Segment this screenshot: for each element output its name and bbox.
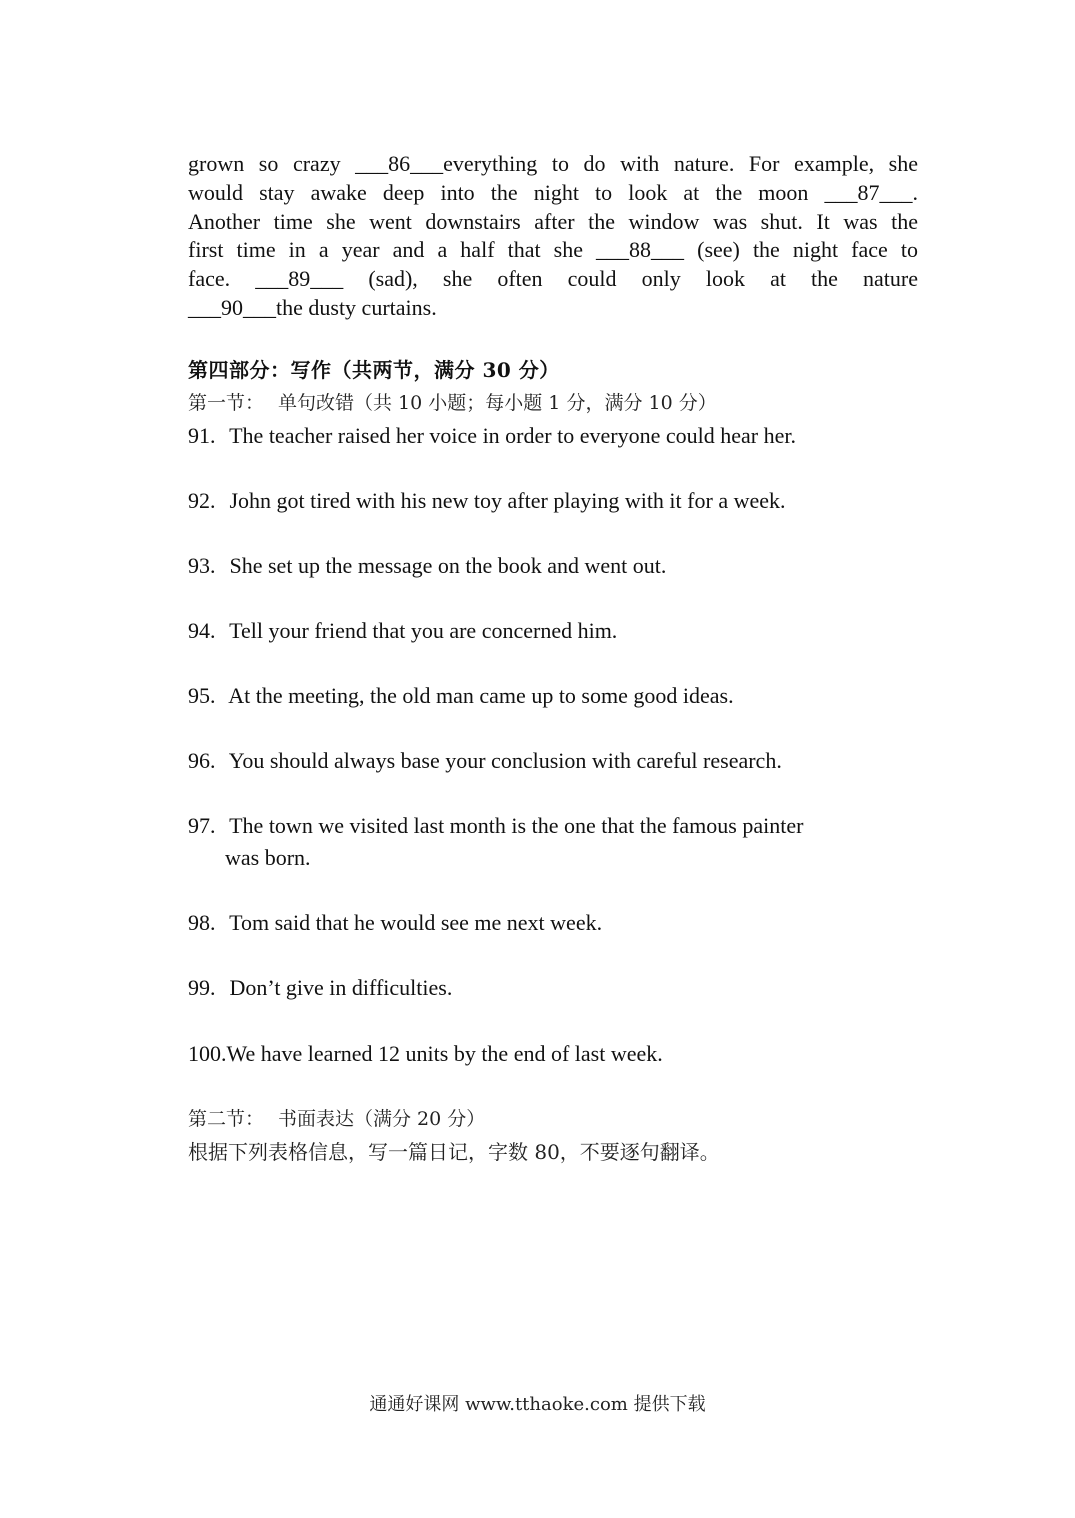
question-text: Tom said that he would see me next week.: [229, 910, 603, 935]
question-item: [188, 550, 908, 582]
question-number: 92.: [188, 488, 216, 513]
passage-line: would stay awake deep into the night to look at the moon ___87___.: [188, 179, 918, 205]
passage-line: Another time she went downstairs after the window was shut. It was the: [188, 208, 918, 234]
question-text: The town we visited last month is the one that the famous painter: [229, 813, 804, 838]
question-number: 93.: [188, 553, 216, 578]
question-number: 95.: [188, 683, 216, 708]
section-one-label: [188, 388, 717, 415]
question-number: 98.: [188, 910, 216, 935]
question-item: [188, 680, 908, 712]
page-footer: 通通好课网 www.tthaoke.com 提供下载: [369, 1394, 706, 1415]
question-text: Tell your friend that you are concerned him.: [229, 618, 618, 643]
passage-line: first time in a year and a half that she ___88___ (see) the night face to: [188, 237, 918, 263]
question-text: She set up the message on the book and went out.: [229, 553, 667, 578]
question-text: You should always base your conclusion with careful research.: [228, 748, 782, 773]
section-two-title: 书面表达（满分 20 分）: [278, 1108, 486, 1130]
passage-line: grown so crazy ___86___everything to do with nature. For example, she: [188, 151, 918, 176]
passage-line: ___90___the dusty curtains.: [188, 294, 437, 320]
question-item: [188, 615, 908, 647]
question-text: At the meeting, the old man came up to some good ideas.: [228, 683, 734, 708]
section-two-number: 第二节：: [188, 1108, 265, 1130]
question-item: [188, 907, 908, 939]
part-four-heading: 第四部分：写作（共两节，满分 30 分）: [188, 358, 560, 382]
question-item: [188, 810, 908, 874]
question-text: We have learned 12 units by the end of last week.: [226, 1041, 663, 1066]
passage-line: face. ___89___ (sad), she often could only look at the nature: [188, 266, 918, 292]
section-two-label: [188, 1104, 485, 1131]
section-one-title: 单句改错（共 10 小题；每小题 1 分，满分 10 分）: [278, 392, 717, 414]
question-text-continuation: was born.: [225, 845, 311, 870]
question-text: The teacher raised her voice in order to everyone could hear her.: [229, 423, 796, 448]
question-text: Don’t give in difficulties.: [229, 975, 453, 1000]
question-item: [188, 972, 908, 1004]
reading-passage: [188, 150, 918, 323]
question-text: John got tired with his new toy after playing with it for a week.: [229, 488, 786, 513]
question-item: [188, 1038, 908, 1070]
section-one-number: 第一节：: [188, 392, 265, 414]
question-number: 99.: [188, 975, 216, 1000]
question-number: 94.: [188, 618, 216, 643]
question-number: 97.: [188, 813, 216, 838]
question-number: 91.: [188, 423, 216, 448]
question-item: [188, 420, 908, 452]
question-item: [188, 485, 908, 517]
question-number: 100.: [188, 1041, 227, 1066]
writing-instruction: 根据下列表格信息，写一篇日记，字数 80，不要逐句翻译。: [188, 1140, 720, 1164]
question-number: 96.: [188, 748, 216, 773]
question-item: [188, 745, 908, 777]
